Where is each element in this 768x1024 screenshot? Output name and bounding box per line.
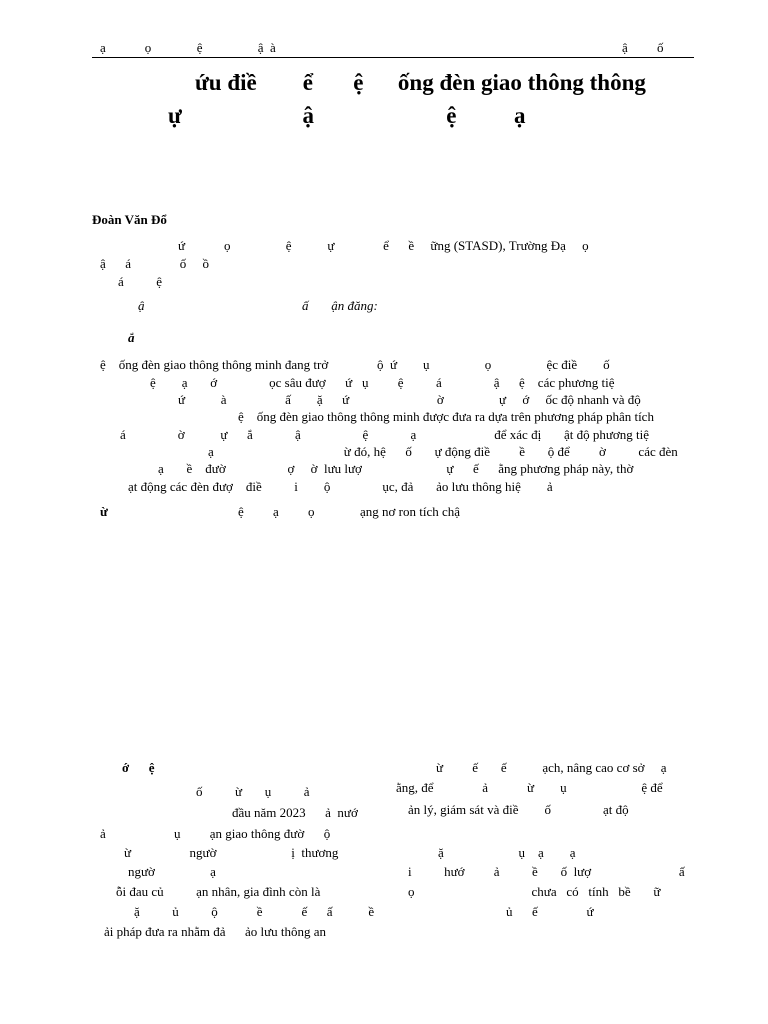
header-rule bbox=[92, 57, 694, 58]
abstract-line: ệ ống đèn giao thông thông minh được đưa ra dựa trên phương pháp phân tích bbox=[238, 409, 654, 424]
abstract-line: á ờ ự ắ ậ ệ ạ để xác đị ật độ phương tiệ bbox=[120, 427, 649, 442]
body-left-line: ỗi đau củ ạn nhân, gia đình còn là bbox=[116, 884, 321, 899]
body-right-line: ặ ụ ạ ạ bbox=[438, 845, 576, 860]
running-header-left: ạ ọ ệ ậ à bbox=[100, 40, 276, 55]
paper-title-line-1: ứu điề ể ệ ống đèn giao thông thông bbox=[195, 70, 646, 95]
abstract-line: ứ à ấ ặ ứ ờ ự ớ ốc độ nhanh và độ bbox=[178, 392, 641, 407]
abstract-line: ạt động các đèn đượ điề i ộ ục, đả ảo lưu thông hiệ ả bbox=[128, 479, 553, 494]
body-left-line: đầu năm 2023 ả nướ bbox=[232, 805, 358, 820]
body-left-line: ừ ngườ ị thương bbox=[124, 845, 339, 860]
body-left-line: ả ụ ạn giao thông đườ ộ bbox=[100, 826, 331, 841]
body-right-line: ọ chưa có tính bề ữ bbox=[408, 884, 661, 899]
abstract-label: ắ bbox=[128, 330, 135, 345]
author-name: Đoàn Văn Đổ bbox=[92, 212, 167, 227]
keywords-row bbox=[100, 504, 108, 520]
running-header-right: ậ ố bbox=[622, 40, 664, 55]
keywords-label: ừ bbox=[100, 504, 108, 519]
abstract-line: ạ ề đườ ợ ờ lưu lượ ự ế ằng phương pháp này, thờ bbox=[158, 461, 634, 476]
accepted-date-label: ấ ận đăng: bbox=[302, 298, 378, 313]
keywords-text: ệ ạ ọ ạng nơ ron tích chậ bbox=[238, 504, 461, 519]
received-date-label: ậ bbox=[138, 298, 145, 313]
abstract-line: ệ ống đèn giao thông thông minh đang trở ộ ứ ụ ọ ệc điề ố bbox=[100, 357, 610, 372]
body-right-line: ủ ế ứ bbox=[506, 904, 594, 919]
affiliation-line-3: á ệ bbox=[118, 274, 163, 289]
body-left-line: ngườ ạ bbox=[128, 864, 216, 879]
body-left-line: ố ừ ụ ả bbox=[196, 784, 310, 799]
body-right-line: ừ ế ế ạch, nâng cao cơ sở ạ bbox=[436, 760, 667, 775]
body-right-line: ằng, để ả ừ ụ ệ để bbox=[396, 780, 663, 795]
affiliation-line-1: ứ ọ ệ ự ể ề ững (STASD), Trường Đạ ọ bbox=[178, 238, 589, 253]
paper-title-line-2: ự ậ ệ ạ bbox=[168, 103, 526, 128]
affiliation-line-2: ậ á ố ồ bbox=[100, 256, 210, 271]
body-left-line: ải pháp đưa ra nhằm đả ảo lưu thông an bbox=[104, 924, 327, 939]
body-right-line: ản lý, giám sát và điề ố ạt độ bbox=[408, 802, 629, 817]
body-left-line bbox=[122, 760, 154, 776]
body-left-line: ặ ủ ộ ề ế ấ ề bbox=[134, 904, 375, 919]
abstract-line: ệ ạ ớ ọc sâu đượ ứ ụ ệ á ậ ệ các phương tiệ bbox=[150, 375, 615, 390]
section-heading: ớ ệ bbox=[122, 760, 155, 775]
abstract-line: ạ ừ đó, hệ ố ự động điề ề ộ để ờ các đèn bbox=[208, 444, 678, 459]
body-right-line: i hướ ả ề ố lượ ấ bbox=[408, 864, 685, 879]
